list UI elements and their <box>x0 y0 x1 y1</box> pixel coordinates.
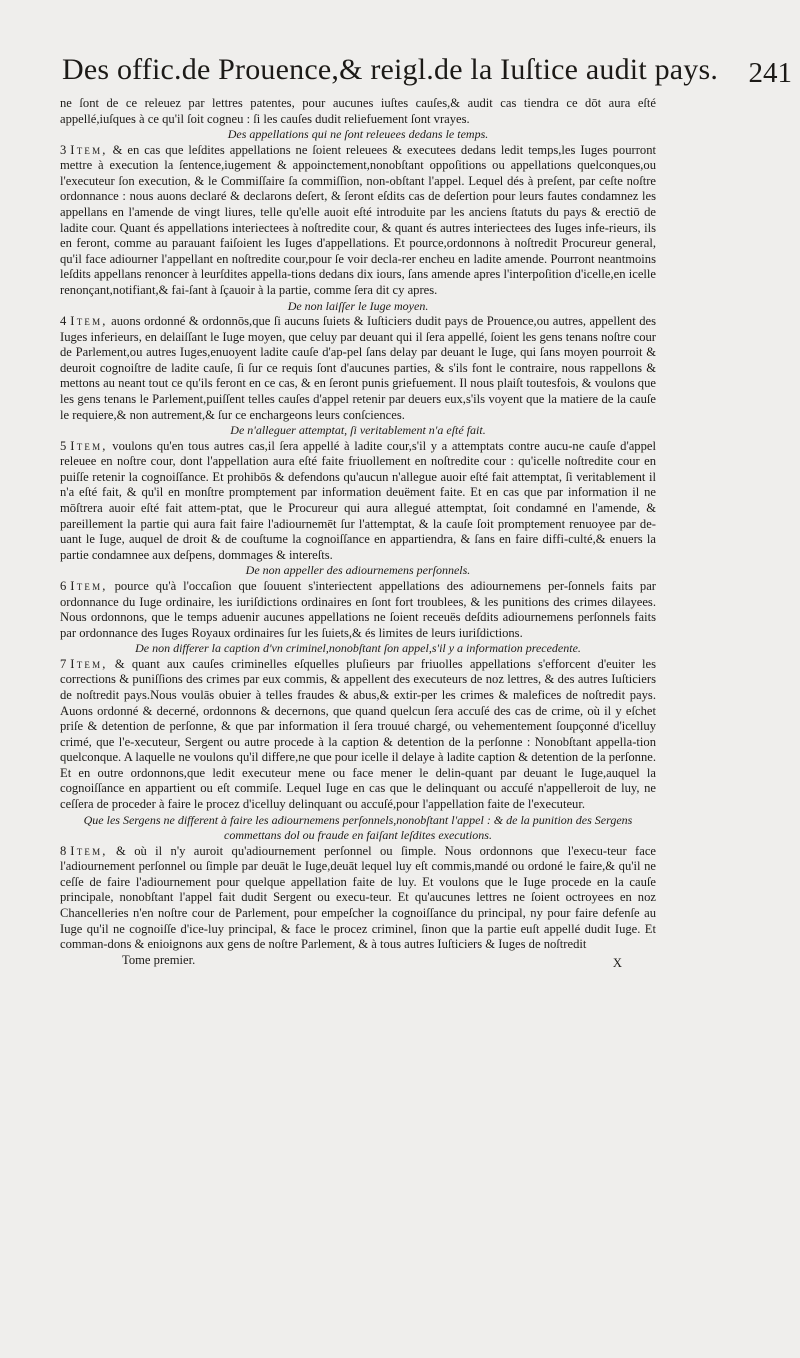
section-heading: De non appeller des adiournemens perſonnels. <box>245 563 471 578</box>
folio-number: 241 <box>748 57 792 89</box>
catchword: Tome premier. <box>122 952 196 967</box>
section-heading: De n'alleguer attemptat, ſi veritablement n'a eſté fait. <box>230 423 486 438</box>
article-lead: Item, <box>70 142 108 157</box>
article-text: auons ordonné & ordonnōs,que ſi aucuns ſuiets & Iuſticiers dudit pays de Prouence,ou autres, appellent des Iuges inferieurs, en delaiſſant le Iuge moyen, que celuy par deuant qui il ſera appellé, ſoient les gens tenans noſtre cour de Parlement,ou autres Iuges,enuoyent ladite cauſe d'ap-pel ſans delay par deuant le Iuge, qui ſans moyen pourroit & deuroit cognoiſtre de ladite cauſe, ſi ſur ce requis ſont d'aucunes parties, & s'ils font le contraire, nous rappellons & mettons au neant tout ce qu'ils feront en ce cas, & en ſeront punis griefuement. Il nous plaiſt toutesfois, & voulons que les gens tenans le Parlement,puiſſent telles cauſes d'appel retenir par deuers eux,s'ils voyent que la matiere de la cauſe le requiere,& non autrement,& ſur ce enchargeons leurs conſciences. <box>60 314 657 422</box>
article-text: pource qu'à l'occaſion que ſouuent s'interiectent appellations des adiournemens per-ſonnels faits par ordonnance du Iuge ordinaire, les iuriſdictions ordinaires en ſont fort troublees, & les punitions des crimes dilayees. Nous ordonnons, que le temps aduenir aucunes appellations ne ſoient receuës deſdits adiournemens perſonnels faits par ordonnance des Iuges Royaux ordinaires ſur les ſuiets,& és limites de leurs iuriſdictions. <box>60 578 656 640</box>
article-number: 7 <box>60 656 67 671</box>
article-number: 3 <box>60 142 67 157</box>
article-text: & quant aux cauſes criminelles eſquelles pluſieurs par friuolles appellations s'efforcent d'euiter les corrections & puniſſions des crimes par eux commis, & appellent des executeurs de noz lettres, & des autres Iuſticiers de noſtredit pays.Nous voulās obuier à telles fraudes & abus,& extir-per les crimes & malefices de noſtredit pays. Auons ordonné & decerné, ordonnons & decernons, que quand quelcun ſera accuſé des cas de crime, où il y eſchet priſe & detention de perſonne, & que par information il ſera trouué chargé, ou vehementement ſoupçonné d'icelluy crimé, que l'e-xecuteur, Sergent ou autre procede à la caption & detention de la perſonne : Nonobſtant appella-tion quelconque. A laquelle ne voulons qu'il differe,ne que pour icelle il delaye à ladite caption & detention de la perſonne. Et en outre ordonnons,que ledit executeur mene ou face mener le delin-quant par deuant le Iuge,auquel la cognoiſſance en appartient ou eſt commiſe. Lequel Iuge en cas que le delinquant ou accuſé n'appelleroit de luy, ne ceſſera de proceder à faire le procez d'icelluy delinquant ou accuſé,pour l'appellation faite de l'executeur. <box>60 656 656 812</box>
section-heading: De non differer la caption d'vn criminel,nonobſtant ſon appel,s'il y a information precedente. <box>135 641 581 656</box>
article-7 <box>60 657 656 813</box>
section-heading: De non laiſſer le Iuge moyen. <box>287 298 429 313</box>
article-lead: Item, <box>70 314 108 329</box>
article-number: 8 <box>60 843 67 858</box>
article-4 <box>60 314 656 423</box>
body-text <box>60 96 656 969</box>
article-lead: Item, <box>70 656 108 671</box>
page-footer <box>60 953 656 969</box>
signature-mark: X <box>612 955 622 970</box>
article-text: & en cas que leſdites appellations ne ſoient releuees & executees dedans ledit temps,les Iuges pourront mettre à execution la ſentence,iugement & appoinctement,nonobſtant oppoſitions ou appellations quelconques,ou l'executeur ſon execution, & le Commiſſaire ſa commiſſion, non-obſtant l'appel. Lequel dés à preſent, par ceſte noſtre ordonnance : nous auons declaré & declarons deſert, & ſeront eſdits cas de deſertion pour leurs fautes condamnez les appellans en l'amende de vingt liures, telle qu'elle auoit eſté introduite par les anciens ſtatuts du pays & erectiō de ladite cour. Quant és appellations interiectees à noſtredite cour, & quant és autres interiectees des Iuges infe-rieurs, ils en feront, comme au parauant faiſoient les Iuges d'appellations. Et pource,ordonnons à noſtredit Procureur general, qu'il face adiourner l'appellant en noſtredite cour,pour ſe voir decla-rer encheu en ladite amende. Pourront neantmoins leſdits appellans renoncer à leurſdites appella-tions dedans dix iours, ſans amende apres l'interpoſition d'icelle,en icelle renonçant,notifiant,& fai-ſant à ſçauoir à la partie, comme ſera dit cy apres. <box>60 142 656 297</box>
article-number: 5 <box>60 438 67 453</box>
article-lead: Item, <box>70 843 108 858</box>
page-header <box>62 50 792 98</box>
article-number: 6 <box>60 578 67 593</box>
article-lead: Item, <box>70 438 108 453</box>
article-3 <box>60 143 656 299</box>
article-lead: Item, <box>70 578 108 593</box>
article-6 <box>60 579 656 641</box>
article-5 <box>60 439 656 564</box>
article-text: voulons qu'en tous autres cas,il ſera appellé à ladite cour,s'il y a attemptats contre aucu-ne cauſe d'appel releuee en noſtre cour, dont l'appellation aura eſté faite friuollement en noſtredite cour : qu'icelle noſtredite cour en puiſſe retenir la cognoiſſance. Et prohibōs & defendons qu'aucun n'allegue auoir eſté fait attemptat, ſi veritablement il n'a eſté fait, & qu'il en monſtre promptement par information deuëment faite. Et en cas que par information il ne mōſtrera auoir eſté fait attem-ptat, que le Procureur qui aura allegué attemptat, ſoit condamné en l'amende, & pareillement la partie qui aura fait faire l'adiournemēt ſur l'attemptat, & la cauſe ſoit promptement renuoyee par de-uant le Iuge, auquel de droit & de couſtume la cognoiſſance en appartiendra, & ſans en faire diffi-culté,& enuers la partie condamnee aux deſpens, dommages & intereſts. <box>60 438 656 562</box>
article-number: 4 <box>60 314 67 329</box>
section-heading: Des appellations qui ne ſont releuees dedans le temps. <box>227 127 489 142</box>
article-8 <box>60 844 656 953</box>
running-title: Des offic.de Prouence,& reigl.de la Iuſtice audit pays. <box>62 53 719 86</box>
paragraph-opening: ne ſont de ce releuez par lettres patentes, pour aucunes iuſtes cauſes,& audit cas tiendra ce dōt aura eſté appellé,iuſques à ce qu'il ſoit cogneu : ſi les cauſes dudit reliefuement ſont vrayes. <box>60 96 656 126</box>
article-text: & où il n'y auroit qu'adiournement perſonnel ou ſimple. Nous ordonnons que l'execu-teur face l'adiournement perſonnel ou ſimple par deuāt le Iuge,deuāt lequel luy eſt commis,mandé ou ordoné le faire,& qu'il ne ceſſe de faire l'adiournement pour quelque appellation faite de luy. Et voulons que le Iuge procede en la cauſe principale, nonobſtant l'appel fait dudit Sergent ou execu-teur. Et qu'aucunes lettres ne ſoient octroyees en noz Chancelleries n'en noſtre cour de Parlement, pour empeſcher la cognoiſſance du principal, ny pour faire defenſe au Iuge qu'il ne cognoiſſe d'ice-luy principal, & face le procez criminel, ſinon que la partie euſt appellé dudit Iuge. Et comman-dons & enioignons aux gens de noſtre Parlement, & à tous autres Iuſticiers & Iuges de noſtredit <box>60 843 657 952</box>
section-heading: Que les Sergens ne different à faire les adiournemens perſonnels,nonobſtant l'appel : & de la punition des Sergens commettans dol ou fraude en faiſant leſdites executions. <box>83 812 633 843</box>
